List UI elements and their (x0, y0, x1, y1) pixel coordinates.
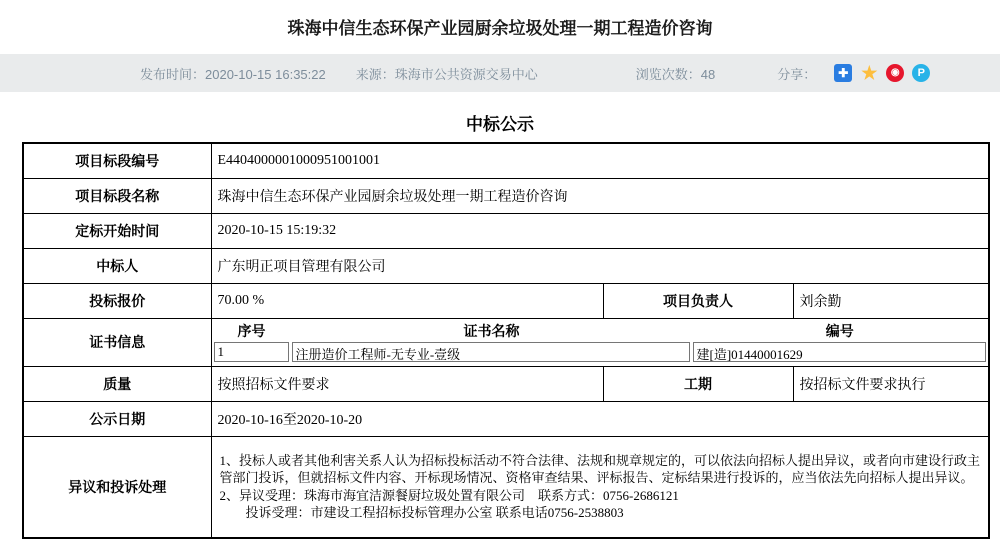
announcement-table (22, 142, 990, 539)
publish-time-label: 发布时间： (140, 66, 206, 82)
publicity-date-label: 公示日期 (23, 401, 211, 436)
certificate-name-input[interactable]: 注册造价工程师-无专业-壹级 (292, 342, 690, 362)
winner-value: 广东明正项目管理有限公司 (211, 248, 989, 283)
certificate-no-input[interactable]: 建[造]01440001629 (693, 342, 987, 362)
source (356, 64, 538, 83)
sina-weibo-icon[interactable]: ◉ (886, 64, 904, 82)
table-row (23, 436, 989, 538)
project-leader-label: 项目负责人 (603, 283, 793, 318)
objection-line-2: 2、异议受理：珠海市海宜洁源餐厨垃圾处置有限公司 联系方式：0756-2686121 (219, 487, 679, 503)
table-row (23, 283, 989, 318)
certificate-header-row (212, 319, 989, 342)
publish-time (140, 64, 326, 83)
section-no-label: 项目标段编号 (23, 143, 211, 178)
table-row (23, 318, 989, 366)
meta-bar (0, 54, 1000, 92)
certificate-label: 证书信息 (23, 318, 211, 366)
objection-cell (211, 436, 989, 538)
share-icon-group (834, 64, 930, 82)
table-row (23, 143, 989, 178)
publicity-date-value: 2020-10-16至2020-10-20 (211, 401, 989, 436)
winner-label: 中标人 (23, 248, 211, 283)
project-leader-value: 刘余勤 (793, 283, 989, 318)
certificate-no-header: 编号 (825, 324, 854, 340)
page-title: 珠海中信生态环保产业园厨余垃圾处理一期工程造价咨询 (287, 19, 713, 38)
tencent-pengyou-icon[interactable]: P (912, 64, 930, 82)
view-count-label: 浏览次数： (635, 66, 701, 82)
publish-time-value: 2020-10-15 16:35:22 (205, 66, 326, 82)
objection-label: 异议和投诉处理 (23, 436, 211, 538)
decide-start-time-value: 2020-10-15 15:19:32 (211, 213, 989, 248)
source-value: 珠海市公共资源交易中心 (394, 66, 538, 82)
section-no-value: E4404000001000951001001 (211, 143, 989, 178)
table-row (23, 401, 989, 436)
table-row (23, 248, 989, 283)
table-row (23, 213, 989, 248)
certificate-seq-input[interactable]: 1 (214, 342, 289, 362)
certificate-seq-header: 序号 (237, 324, 266, 340)
section-name-value: 珠海中信生态环保产业园厨余垃圾处理一期工程造价咨询 (211, 178, 989, 213)
table-row (23, 366, 989, 401)
objection-line-1: 1、投标人或者其他利害关系人认为招标投标活动不符合法律、法规和规章规定的，可以依法向招标人提出异议，或者向市建设行政主管部门投诉，但就招标文件内容、开标现场情况、资格审查结果、评标报告、定标结果进行投诉的，应当依法先向招标人提出异议。 (219, 452, 981, 486)
certificate-cell (211, 318, 989, 366)
view-count (636, 64, 715, 83)
bid-price-label: 投标报价 (23, 283, 211, 318)
source-label: 来源： (355, 66, 395, 82)
section-name-label: 项目标段名称 (23, 178, 211, 213)
table-row (23, 178, 989, 213)
announcement-title: 中标公示 (466, 115, 534, 134)
qzone-star-icon[interactable]: ★ (861, 63, 878, 83)
bid-price-value: 70.00 % (211, 283, 603, 318)
duration-label: 工期 (603, 366, 793, 401)
certificate-value-row (212, 342, 989, 365)
quality-value: 按照招标文件要求 (211, 366, 603, 401)
bshare-more-icon[interactable]: ✚ (834, 64, 852, 82)
duration-value: 按招标文件要求执行 (793, 366, 989, 401)
objection-line-3: 投诉受理：市建设工程招标投标管理办公室 联系电话0756-2538803 (245, 505, 624, 521)
view-count-value: 48 (700, 66, 716, 82)
decide-start-time-label: 定标开始时间 (23, 213, 211, 248)
certificate-name-header: 证书名称 (463, 324, 520, 340)
quality-label: 质量 (23, 366, 211, 401)
share-label: 分享： (777, 66, 817, 82)
